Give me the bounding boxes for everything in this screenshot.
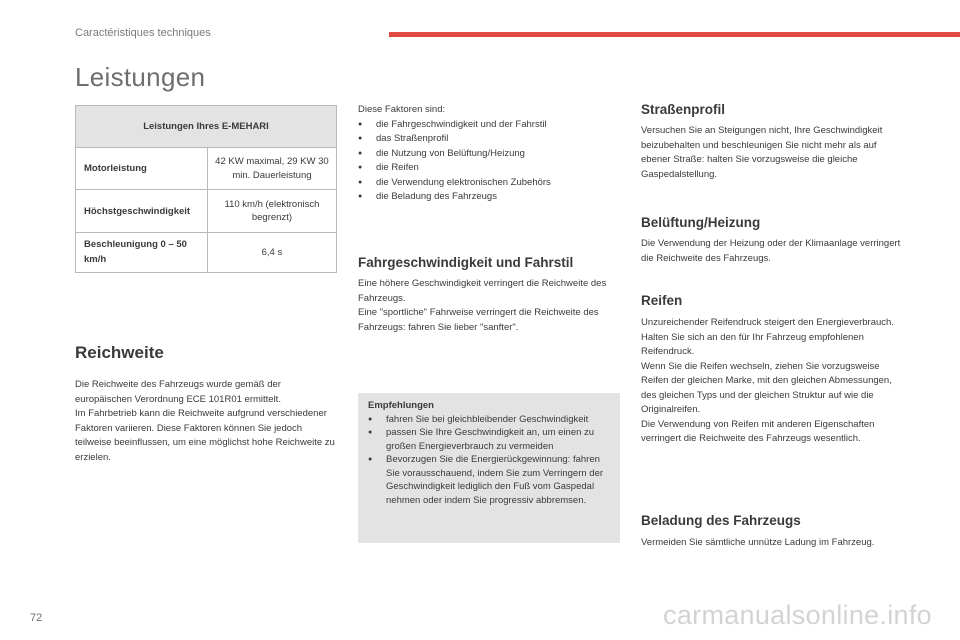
recommendations-list <box>368 413 610 508</box>
spec-label-motor: Motorleistung <box>76 148 208 190</box>
strassenprofil-heading: Straßenprofil <box>641 102 726 117</box>
spec-table-title: Leistungen Ihres E-MEHARI <box>76 106 337 148</box>
paragraph: Vermeiden Sie sämtliche unnütze Ladung im Fahrzeug. <box>641 537 875 548</box>
reifen-heading: Reifen <box>641 293 683 308</box>
factors-intro: Diese Faktoren sind: <box>358 104 446 115</box>
list-item: ● die Verwendung elektronischen Zubehörs <box>358 176 620 191</box>
table-row <box>76 233 337 273</box>
fahrstil-heading: Fahrgeschwindigkeit und Fahrstil <box>358 255 574 270</box>
spec-label-speed: Höchstgeschwindigkeit <box>76 190 208 233</box>
list-item: ● das Straßenprofil <box>358 132 620 147</box>
section-header: Caractéristiques techniques <box>75 27 211 39</box>
strassenprofil-text <box>641 124 903 182</box>
recommendations-title: Empfehlungen <box>368 400 434 411</box>
table-row <box>76 148 337 190</box>
belueftung-heading: Belüftung/Heizung <box>641 215 761 230</box>
paragraph: Wenn Sie die Reifen wechseln, ziehen Sie vorzugsweise Reifen der gleichen Marke, mit den gleichen Abmessungen, des gleichen Typs und der gleichen Struktur auf wie die Originalreifen. <box>641 360 892 415</box>
list-item: ● die Beladung des Fahrzeugs <box>358 190 620 205</box>
list-item: ● die Fahrgeschwindigkeit und der Fahrstil <box>358 118 620 133</box>
spec-value-motor: 42 KW maximal, 29 KW 30 min. Dauerleistung <box>207 148 336 190</box>
beladung-heading: Beladung des Fahrzeugs <box>641 513 801 528</box>
paragraph: Im Fahrbetrieb kann die Reichweite aufgrund verschiedener Faktoren variieren. Diese Faktoren können Sie jedoch teilweise beeinflussen, um eine möglichst hohe Reichweite zu erzielen. <box>75 408 335 463</box>
reichweite-heading: Reichweite <box>75 343 164 362</box>
beladung-text <box>641 536 903 551</box>
list-item: ● fahren Sie bei gleichbleibender Geschwindigkeit <box>368 413 610 427</box>
factors-list <box>358 118 620 205</box>
spec-table-header-row <box>76 106 337 148</box>
paragraph: Halten Sie sich an den für Ihr Fahrzeug empfohlenen Reifendruck. <box>641 331 864 357</box>
list-item: ● die Reifen <box>358 161 620 176</box>
spec-label-acceleration: Beschleunigung 0 – 50 km/h <box>76 233 208 273</box>
paragraph: Unzureichender Reifendruck steigert den Energieverbrauch. <box>641 317 894 328</box>
paragraph: Versuchen Sie an Steigungen nicht, Ihre Geschwindigkeit beizubehalten und beschleunigen Sie nicht mehr als auf ebener Straße: halten Sie vorzugsweise die gleiche Gaspedalstellung. <box>641 125 883 180</box>
watermark: carmanualsonline.info <box>663 600 932 630</box>
table-row <box>76 190 337 233</box>
recommendations-box <box>358 393 620 543</box>
paragraph: Die Verwendung der Heizung oder der Klimaanlage verringert die Reichweite des Fahrzeugs. <box>641 238 901 264</box>
page-title: Leistungen <box>75 62 206 92</box>
list-item: ● passen Sie Ihre Geschwindigkeit an, um einen zu großen Energieverbrauch zu vermeiden <box>368 426 610 453</box>
list-item: ● die Nutzung von Belüftung/Heizung <box>358 147 620 162</box>
paragraph: Eine höhere Geschwindigkeit verringert die Reichweite des Fahrzeugs. <box>358 278 607 304</box>
paragraph: Die Verwendung von Reifen mit anderen Eigenschaften verringert die Reichweite des Fahrzeugs wesentlich. <box>641 418 875 444</box>
spec-value-speed: 110 km/h (elektronisch begrenzt) <box>207 190 336 233</box>
reichweite-text <box>75 378 337 465</box>
belueftung-text <box>641 237 903 266</box>
fahrstil-text <box>358 277 620 335</box>
paragraph: Eine "sportliche" Fahrweise verringert die Reichweite des Fahrzeugs: fahren Sie lieber "sanfter". <box>358 307 599 333</box>
spec-table <box>75 105 337 273</box>
reifen-text <box>641 316 903 447</box>
header-accent-bar <box>389 32 960 37</box>
spec-value-acceleration: 6,4 s <box>207 233 336 273</box>
list-item: ● Bevorzugen Sie die Energierückgewinnung: fahren Sie vorausschauend, indem Sie zum Verringern der Geschwindigkeit lediglich den Fuß vom Gaspedal nehmen oder indem Sie progressiv abbremsen. <box>368 453 610 507</box>
page-number: 72 <box>30 612 43 624</box>
factors-block <box>358 103 620 205</box>
paragraph: Die Reichweite des Fahrzeugs wurde gemäß der europäischen Verordnung ECE 101R01 ermittelt. <box>75 379 281 405</box>
